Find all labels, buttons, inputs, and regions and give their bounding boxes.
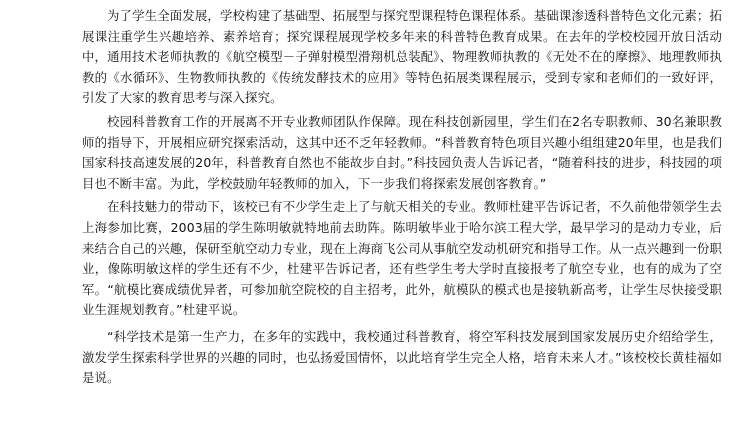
- paragraph-principal-quote: “科学技术是第一生产力，在多年的实践中，我校通过科普教育，将空军科技发展到国家发展历史介绍给学生，激发学生探索科学世界的兴趣的同时，也弘扬爱国情怀，以此培育学生完全人格，培育未来人才。”该校校长黄桂福如是说。: [82, 328, 722, 386]
- paragraph-teachers: 校园科普教育工作的开展离不开专业教师团队作保障。现在科技创新园里，学生们在2名专职教师、30名兼职教师的指导下，开展相应研究探索活动，这其中还不乏年轻教师。“科普教育特色项目兴趣小组组建20年里，也是我们国家科技高速发展的20年，科普教育自然也不能故步自封。”科技园负责人告诉记者，“随着科技的进步，科技园的项目也不断丰富。为此，学校鼓励年轻教师的加入，下一步我们将探索发展创客教育。”: [82, 113, 722, 191]
- article-body: [82, 6, 722, 392]
- paragraph-students: 在科技魅力的带动下，该校已有不少学生走上了与航天相关的专业。教师杜建平告诉记者，不久前他带领学生去上海参加比赛，2003届的学生陈明敏就特地前去助阵。陈明敏毕业于哈尔滨工程大学，最早学习的是动力专业，后来结合自己的兴趣，保研至航空动力专业，现在上海商飞公司从事航空发动机研究和指导工作。从一点兴趣到一份职业，像陈明敏这样的学生还有不少，杜建平告诉记者，还有些学生考大学时直接报考了航空专业，也有的成为了空军。“航模比赛成绩优异者，可参加航空院校的自主招考，此外，航模队的模式也是接轨新高考，让学生尽快接受职业生涯规划教育。”杜建平说。: [82, 199, 722, 318]
- scrollbar[interactable]: [736, 0, 742, 421]
- paragraph-curriculum: 为了学生全面发展，学校构建了基础型、拓展型与探究型课程特色课程体系。基础课渗透科普特色文化元素；拓展课注重学生兴趣培养、素养培育；探究课程展现学校多年来的科普特色教育成果。在去年的学校校园开放日活动中，通用技术老师执教的《航空模型－子弹射模型滑翔机总装配》、物理教师执教的《无处不在的摩擦》、地理教师执教的《水循环》、生物教师执教的《传统发酵技术的应用》等特色拓展类课程展示，受到专家和老师们的一致好评，引发了大家的教育思考与深入探究。: [82, 8, 722, 106]
